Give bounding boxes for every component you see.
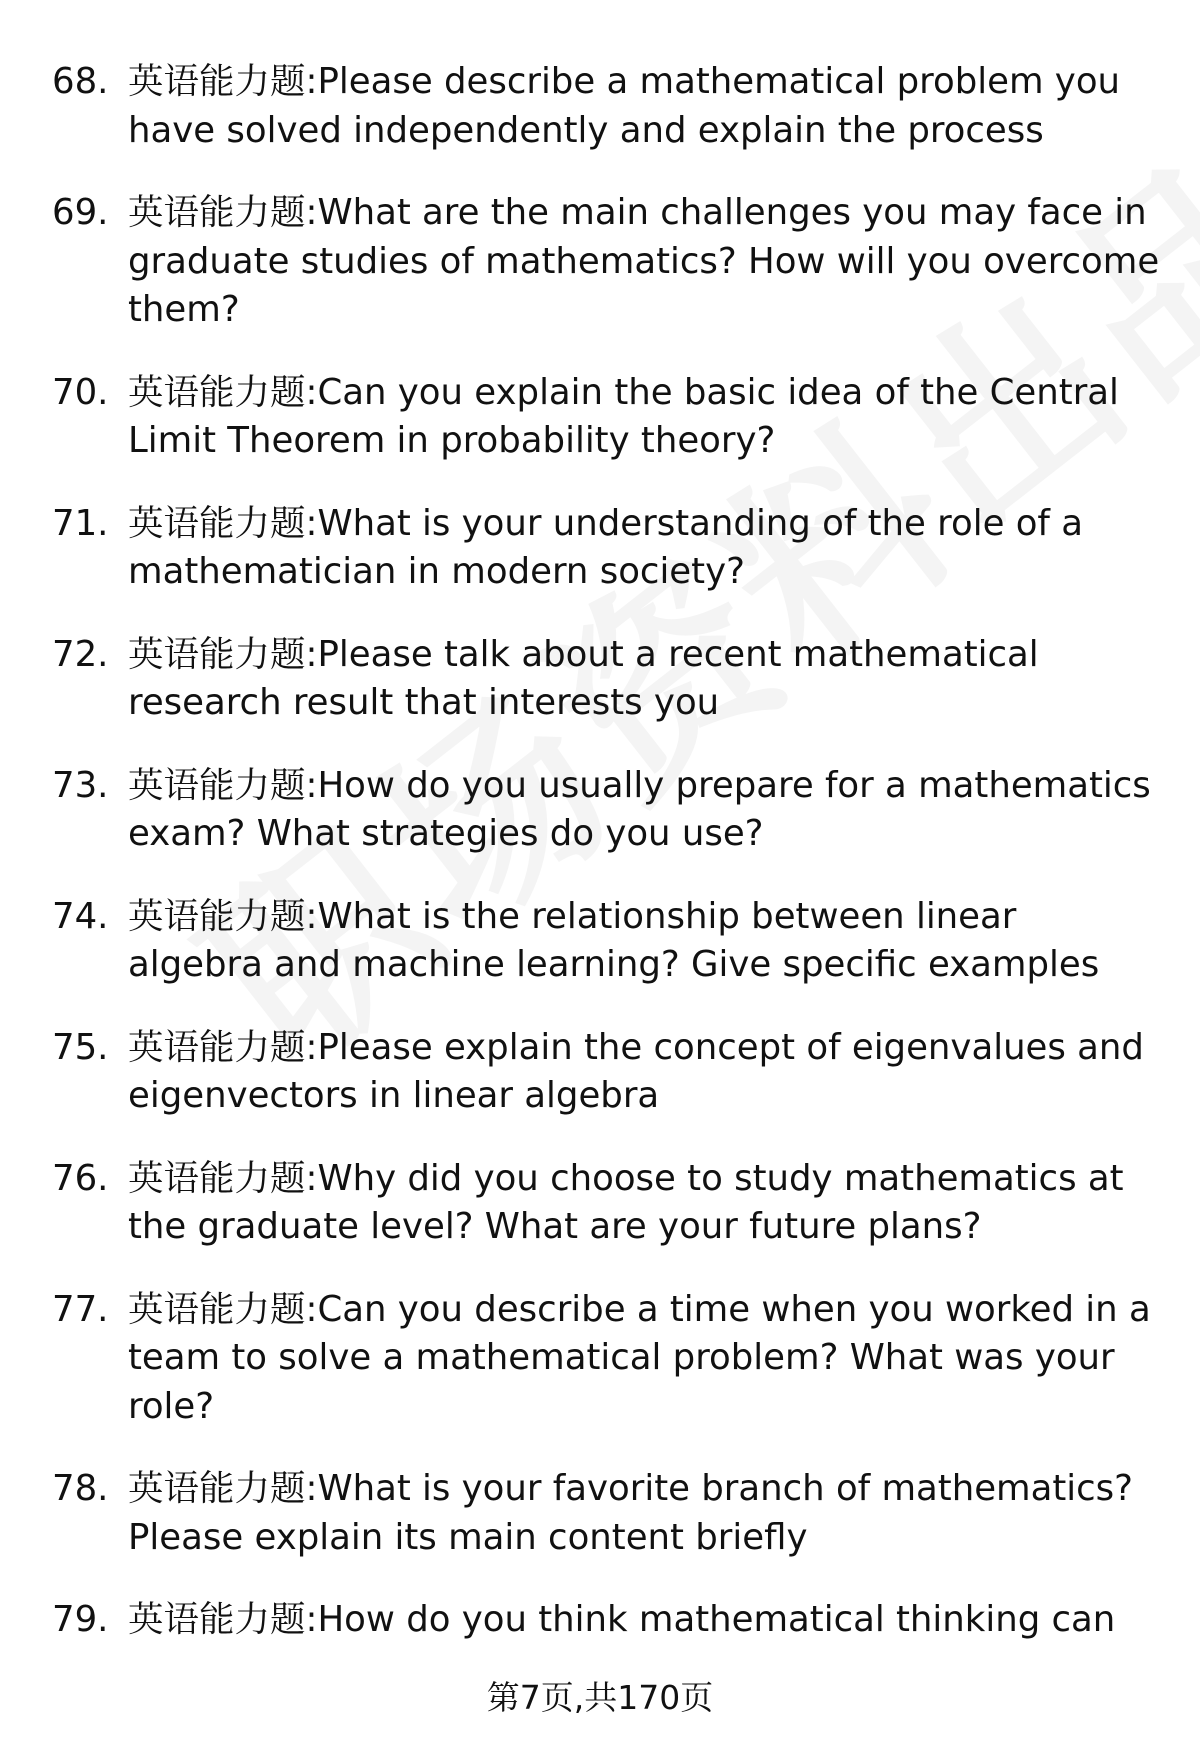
question-body bbox=[128, 189, 1162, 335]
question-category: 英语能力题: bbox=[128, 371, 318, 413]
question-item-78 bbox=[52, 1465, 1162, 1562]
question-body bbox=[128, 1024, 1162, 1121]
question-item-71 bbox=[52, 500, 1162, 597]
question-category: 英语能力题: bbox=[128, 61, 318, 102]
question-body bbox=[128, 369, 1162, 466]
question-number: 79. bbox=[52, 1599, 109, 1640]
question-body bbox=[128, 1286, 1162, 1432]
question-category: 英语能力题: bbox=[128, 1288, 318, 1330]
question-item-79 bbox=[52, 1596, 1162, 1645]
page-footer bbox=[0, 1678, 1200, 1718]
question-number: 68. bbox=[52, 61, 109, 102]
question-body bbox=[128, 631, 1162, 728]
question-body bbox=[128, 1465, 1162, 1562]
question-category: 英语能力题: bbox=[128, 1468, 318, 1509]
question-category: 英语能力题: bbox=[128, 764, 318, 806]
question-number: 77. bbox=[52, 1288, 109, 1330]
question-item-68 bbox=[52, 58, 1162, 155]
question-item-76 bbox=[52, 1155, 1162, 1252]
question-number: 76. bbox=[52, 1157, 109, 1199]
question-category: 英语能力题: bbox=[128, 502, 318, 544]
question-item-74 bbox=[52, 893, 1162, 990]
question-text: Please talk about a recent mathematical research result that interests you bbox=[128, 633, 1039, 723]
question-category: 英语能力题: bbox=[128, 633, 318, 675]
question-text: What are the main challenges you may face in graduate studies of mathematics? How will you overcome them? bbox=[128, 192, 1160, 330]
question-category: 英语能力题: bbox=[128, 1157, 318, 1199]
question-body bbox=[128, 1155, 1162, 1252]
page-indicator: 第7页,共170页 bbox=[486, 1678, 714, 1717]
question-text: Can you explain the basic idea of the Central Limit Theorem in probability theory? bbox=[128, 371, 1119, 461]
question-body bbox=[128, 500, 1162, 597]
question-text: How do you think mathematical thinking can bbox=[317, 1599, 1116, 1640]
question-body bbox=[128, 762, 1162, 859]
question-number: 69. bbox=[52, 192, 109, 233]
question-item-75 bbox=[52, 1024, 1162, 1121]
question-number: 72. bbox=[52, 633, 109, 675]
question-category: 英语能力题: bbox=[128, 1599, 318, 1640]
question-body bbox=[128, 893, 1162, 990]
question-number: 74. bbox=[52, 895, 109, 937]
question-number: 71. bbox=[52, 502, 109, 544]
question-text: What is your favorite branch of mathematics? Please explain its main content briefly bbox=[128, 1468, 1134, 1558]
question-category: 英语能力题: bbox=[128, 1026, 318, 1068]
question-number: 75. bbox=[52, 1026, 109, 1068]
question-text: Can you describe a time when you worked in a team to solve a mathematical problem? What was your role? bbox=[128, 1288, 1151, 1427]
question-category: 英语能力题: bbox=[128, 895, 318, 937]
question-body bbox=[128, 1596, 1162, 1645]
question-item-70 bbox=[52, 369, 1162, 466]
question-text: Why did you choose to study mathematics at the graduate level? What are your future plans? bbox=[128, 1157, 1124, 1247]
question-item-72 bbox=[52, 631, 1162, 728]
question-category: 英语能力题: bbox=[128, 192, 318, 233]
question-number: 78. bbox=[52, 1468, 109, 1509]
question-text: What is your understanding of the role of a mathematician in modern society? bbox=[128, 502, 1083, 592]
question-text: Please describe a mathematical problem you have solved independently and explain the process bbox=[128, 61, 1121, 151]
question-item-77 bbox=[52, 1286, 1162, 1432]
question-number: 73. bbox=[52, 764, 109, 806]
question-text: Please explain the concept of eigenvalues and eigenvectors in linear algebra bbox=[128, 1026, 1144, 1116]
question-item-69 bbox=[52, 189, 1162, 335]
question-body bbox=[128, 58, 1162, 155]
question-item-73 bbox=[52, 762, 1162, 859]
question-number: 70. bbox=[52, 371, 109, 413]
question-list bbox=[52, 58, 1162, 1679]
question-text: How do you usually prepare for a mathematics exam? What strategies do you use? bbox=[128, 764, 1151, 854]
question-text: What is the relationship between linear algebra and machine learning? Give specific examples bbox=[128, 895, 1100, 985]
